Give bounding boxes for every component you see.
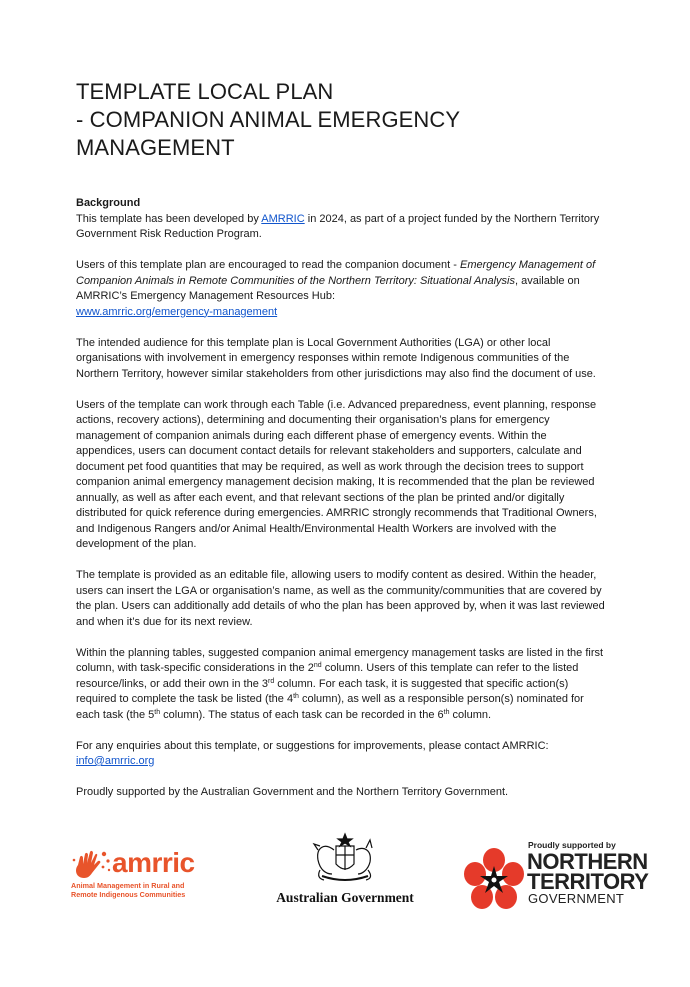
desert-rose-icon xyxy=(462,848,526,912)
p6-sup-4: th xyxy=(154,708,161,716)
nt-northern-text: NORTHERN xyxy=(527,849,648,874)
australian-government-wordmark: Australian Government xyxy=(276,890,414,905)
amrric-logo xyxy=(70,848,210,908)
enquiries-paragraph xyxy=(76,739,608,770)
supported-by-paragraph: Proudly supported by the Australian Government and the Northern Territory Government. xyxy=(76,786,509,798)
p2-text-1: Users of this template plan are encouraged to read the companion document - xyxy=(76,259,461,271)
amrric-wordmark: amrric xyxy=(112,847,195,878)
nt-government-text: GOVERNMENT xyxy=(528,891,625,906)
nt-government-logo xyxy=(462,840,649,920)
amrric-link[interactable]: AMRRIC xyxy=(261,212,305,225)
p6-text-a: Within the planning tables, suggested companion animal emergency management tasks are listed in the first column, with task-specific considerations in the 2 xyxy=(76,646,604,674)
background-paragraph xyxy=(76,196,608,243)
p6-text-e: column). The status of each task can be recorded in the 6 xyxy=(160,708,444,721)
p6-sup-2: rd xyxy=(268,677,275,685)
p6-sup-3: th xyxy=(293,693,299,700)
logos-row xyxy=(0,830,690,920)
p6-text-c: column. For each task, it is suggested that specific action(s) required to complete the task be listed (the 4 xyxy=(76,677,569,705)
title-line-2: - COMPANION ANIMAL EMERGENCY MANAGEMENT xyxy=(76,107,460,160)
nt-supported-text: Proudly supported by xyxy=(528,840,616,850)
document-body xyxy=(76,196,608,801)
background-heading: Background xyxy=(76,197,141,209)
document-title xyxy=(76,78,608,162)
hand-icon xyxy=(70,848,114,880)
amrric-tagline-2: Remote Indigenous Communities xyxy=(71,890,186,899)
editable-file-paragraph: The template is provided as an editable file, allowing users to modify content as desired. Within the header, users can insert the LGA or organisation’s name, as well as the community/communities that are covered by the plan. Users can additionally add details of who the plan has been approved by, when it was last reviewed and when it’s due for its next review. xyxy=(76,569,605,628)
nt-territory-text: TERRITORY xyxy=(527,869,649,894)
title-line-1: TEMPLATE LOCAL PLAN xyxy=(76,79,334,104)
emergency-management-link[interactable]: www.amrric.org/emergency-management xyxy=(76,305,278,318)
tables-paragraph: Users of the template can work through each Table (i.e. Advanced preparedness, event planning, response actions, recovery actions), determining and documenting their organisation’s plans for emergency management of companion animals during each different phase of emergency events. Within the appendices, users can document contact details for relevant stakeholders and supporters, calculate and document pet food quantities that may be required, as well as work through the decision trees to support companion animal emergency management decision making, It is recommended that the plan be reviewed annually, as well as after each event, and that relevant sections of the plan be printed and/or digitally distributed for quick reference during emergencies. AMRRIC strongly recommends that Traditional Owners, and Indigenous Rangers and/or Animal Health/Environmental Health Workers are involved with the development of the plan. xyxy=(76,398,597,550)
document-page xyxy=(76,78,608,816)
p6-text-d: column), as well as a responsible person(s) nominated for each task (the 5 xyxy=(76,693,584,721)
p6-sup-5: th xyxy=(443,708,450,716)
p6-text-b: column. Users of this template can refer to the listed resource/links, or add their own in the 3 xyxy=(76,662,579,690)
p6-text-f: column. xyxy=(449,708,492,721)
enquiries-text: For any enquiries about this template, or suggestions for improvements, please contact AMRRIC: xyxy=(76,739,549,752)
companion-document-title: Emergency Management of Companion Animals in Remote Communities of the Northern Territory: Situational Analysis xyxy=(76,259,596,287)
background-text-1: This template has been developed by xyxy=(76,212,262,225)
p6-sup-1: nd xyxy=(313,662,322,669)
p2-text-2: , available on AMRRIC’s Emergency Management Resources Hub: xyxy=(76,274,580,302)
australian-government-logo xyxy=(270,830,420,910)
email-link[interactable]: info@amrric.org xyxy=(76,755,155,767)
amrric-tagline-1: Animal Management in Rural and xyxy=(71,881,185,890)
companion-document-paragraph xyxy=(76,258,608,320)
planning-tables-paragraph xyxy=(76,646,608,724)
audience-paragraph: The intended audience for this template plan is Local Government Authorities (LGA) or other local organisations with involvement in emergency responses within remote Indigenous communities of the Northern Territory, however similar stakeholders from other jurisdictions may also find the document of use. xyxy=(76,336,596,380)
amrric-tagline xyxy=(71,881,185,899)
coat-of-arms-icon xyxy=(306,830,384,888)
background-text-2: in 2024, as part of a project funded by the Northern Territory Government Risk Reduction Program. xyxy=(76,212,600,240)
